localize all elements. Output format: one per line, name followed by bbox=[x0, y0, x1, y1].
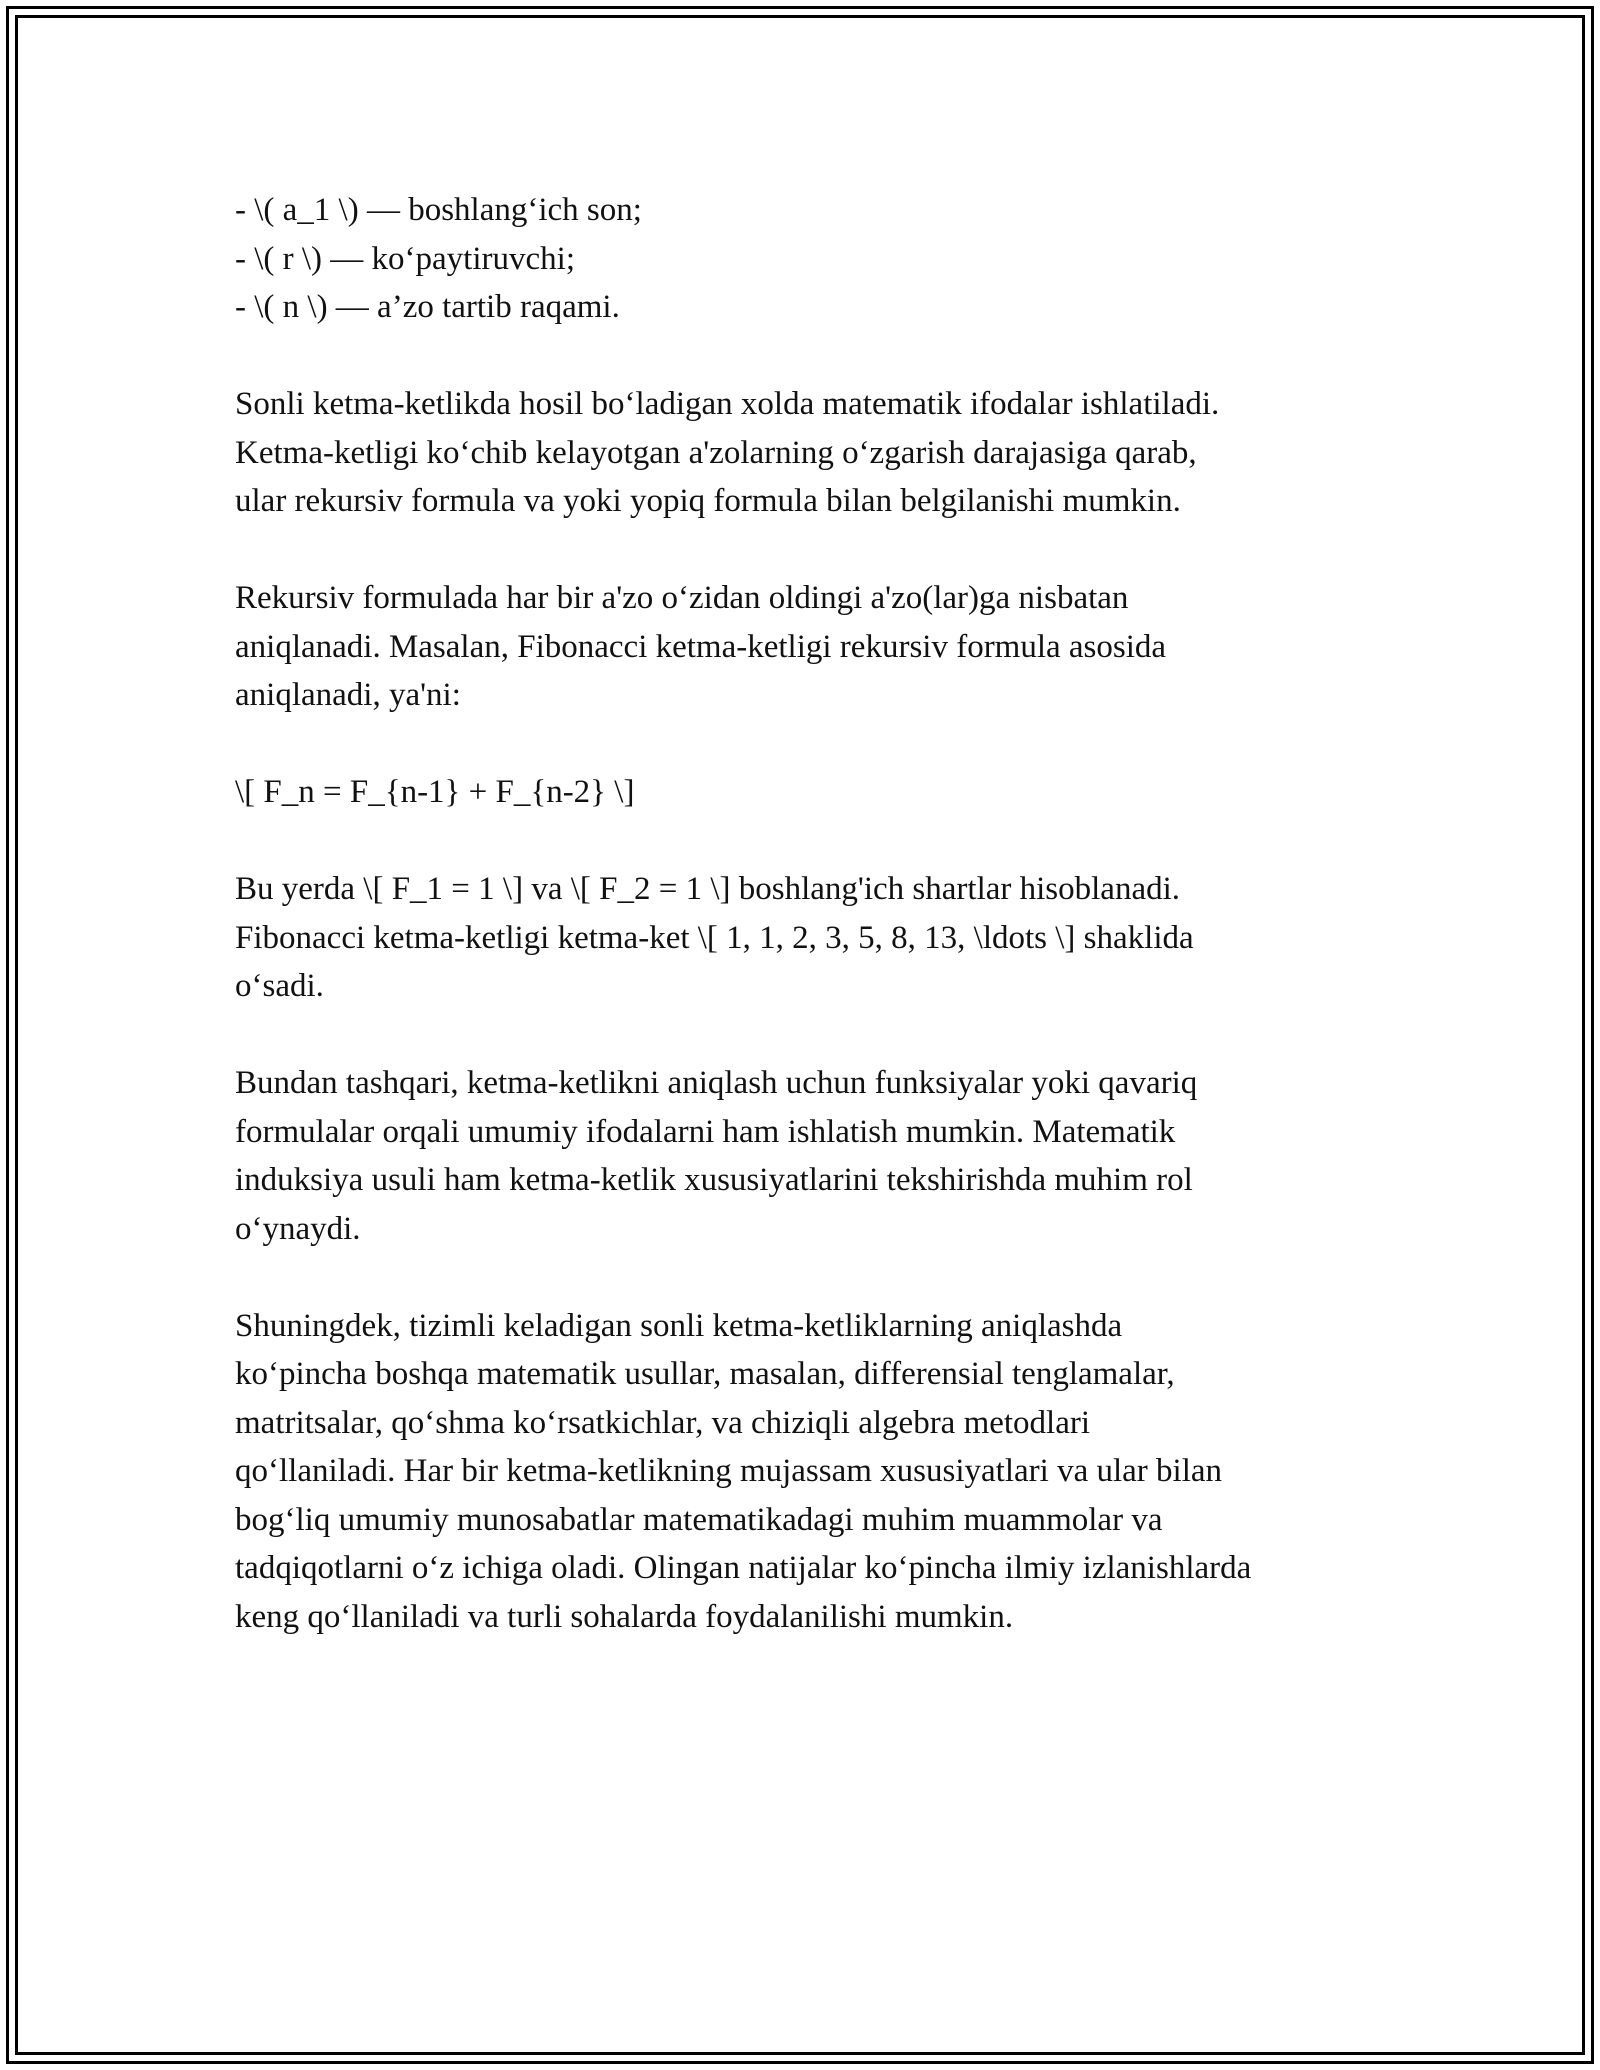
paragraph-line: keng qo‘llaniladi va turli sohalarda foydalanilishi mumkin. bbox=[235, 1598, 1014, 1635]
paragraph-line: qo‘llaniladi. Har bir ketma-ketlikning mujassam xususiyatlari va ular bilan bbox=[235, 1453, 1223, 1489]
paragraph-line: tadqiqotlarni o‘z ichiga oladi. Olingan natijalar ko‘pincha ilmiy izlanishlarda bbox=[235, 1550, 1252, 1586]
paragraph-line: Shuningdek, tizimli keladigan sonli ketma-ketliklarning aniqlashda bbox=[235, 1307, 1123, 1344]
paragraph-line: ular rekursiv formula va yoki yopiq formula bilan belgilanishi mumkin. bbox=[235, 483, 1181, 519]
formula-block bbox=[235, 768, 1395, 817]
definition-item: - \( n \) — a’zo tartib raqami. bbox=[235, 289, 620, 325]
fibonacci-formula: \[ F_n = F_{n-1} + F_{n-2} \] bbox=[235, 774, 635, 810]
paragraph-line: Sonli ketma-ketlikda hosil bo‘ladigan xolda matematik ifodalar ishlatiladi. bbox=[235, 386, 1220, 422]
paragraph-line: ko‘pincha boshqa matematik usullar, masalan, differensial tenglamalar, bbox=[235, 1356, 1175, 1392]
paragraph-line: Bundan tashqari, ketma-ketlikni aniqlash uchun funksiyalar yoki qavariq bbox=[235, 1065, 1198, 1101]
paragraph-line: Rekursiv formulada har bir a'zo o‘zidan oldingi a'zo(lar)ga nisbatan bbox=[235, 580, 1129, 616]
paragraph-line: Bu yerda \[ F_1 = 1 \] va \[ F_2 = 1 \] boshlang'ich shartlar hisoblanadi. bbox=[235, 871, 1181, 907]
document-body bbox=[235, 186, 1395, 1690]
paragraph-line: o‘ynaydi. bbox=[235, 1210, 361, 1247]
paragraph-line: formulalar orqali umumiy ifodalarni ham ishlatish mumkin. Matematik bbox=[235, 1113, 1176, 1150]
definition-item: - \( r \) — ko‘paytiruvchi; bbox=[235, 240, 575, 277]
definition-item: - \( a_1 \) — boshlang‘ich son; bbox=[235, 192, 642, 228]
paragraph-line: Ketma-ketligi ko‘chib kelayotgan a'zolarning o‘zgarish darajasiga qarab, bbox=[235, 434, 1197, 471]
paragraph-line: matritsalar, qo‘shma ko‘rsatkichlar, va chiziqli algebra metodlari bbox=[235, 1404, 1091, 1441]
paragraph-line: aniqlanadi, ya'ni: bbox=[235, 677, 461, 713]
definition-list bbox=[235, 186, 1395, 332]
paragraph-other-methods bbox=[235, 1302, 1395, 1642]
paragraph-recursive bbox=[235, 574, 1395, 720]
paragraph-line: aniqlanadi. Masalan, Fibonacci ketma-ketligi rekursiv formula asosida bbox=[235, 628, 1167, 665]
paragraph-induction bbox=[235, 1059, 1395, 1253]
paragraph-line: o‘sadi. bbox=[235, 968, 324, 1004]
paragraph-line: induksiya usuli ham ketma-ketlik xususiyatlarini tekshirishda muhim rol bbox=[235, 1162, 1193, 1198]
paragraph-formula-types bbox=[235, 380, 1395, 526]
paragraph-line: Fibonacci ketma-ketligi ketma-ket \[ 1, 1, 2, 3, 5, 8, 13, \ldots \] shaklida bbox=[235, 919, 1194, 956]
paragraph-initial-conditions bbox=[235, 865, 1395, 1011]
paragraph-line: bog‘liq umumiy munosabatlar matematikadagi muhim muammolar va bbox=[235, 1501, 1163, 1538]
